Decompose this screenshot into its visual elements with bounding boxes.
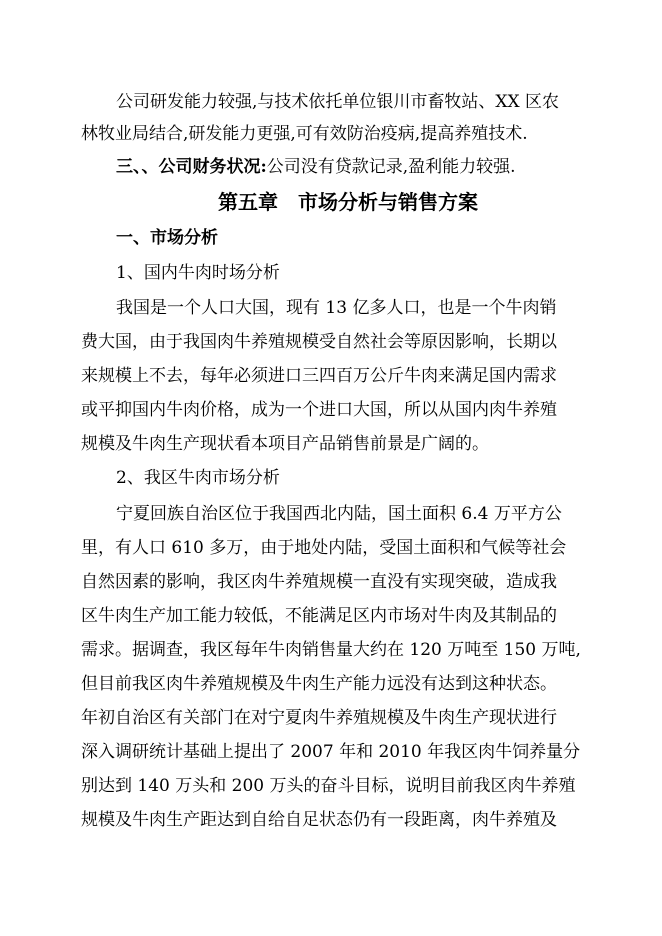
paragraph-line: 年初自治区有关部门在对宁夏肉牛养殖规模及牛肉生产现状进行 (81, 708, 557, 728)
paragraph-line: 需求。据调查，我区每年牛肉销售量大约在 120 万吨至 150 万吨, (81, 640, 581, 660)
paragraph-line: 林牧业局结合,研发能力更强,可有效防治疫病,提高养殖技术. (81, 124, 528, 144)
chapter-title: 第五章 市场分析与销售方案 (218, 190, 478, 214)
paragraph-line: 费大国，由于我国肉牛养殖规模受自然社会等原因影响，长期以 (81, 332, 557, 352)
paragraph-line: 公司研发能力较强,与技术依托单位银川市畜牧站、XX 区农 (116, 92, 560, 112)
paragraph-line: 我国是一个人口大国，现有 13 亿多人口，也是一个牛肉销 (116, 298, 557, 318)
paragraph-line: 里，有人口 610 多万，由于地处内陆，受国土面积和气候等社会 (81, 538, 567, 558)
paragraph-line: 规模及牛肉生产距达到自给自足状态仍有一段距离，肉牛养殖及 (81, 810, 557, 830)
paragraph-line: 但目前我区肉牛养殖规模及牛肉生产能力远没有达到这种状态。 (81, 674, 557, 694)
subsection-heading: 1、国内牛肉时场分析 (116, 263, 280, 283)
paragraph-line: 宁夏回族自治区位于我国西北内陆，国土面积 6.4 万平方公 (116, 504, 562, 524)
paragraph-line: 规模及牛肉生产现状看本项目产品销售前景是广阔的。 (81, 434, 489, 454)
paragraph-line: 自然因素的影响，我区肉牛养殖规模一直没有实现突破，造成我 (81, 572, 557, 592)
paragraph-line: 深入调研统计基础上提出了 2007 年和 2010 年我区肉牛饲养量分 (81, 742, 581, 762)
paragraph-line: 或平抑国内牛肉价格，成为一个进口大国，所以从国内肉牛养殖 (81, 400, 557, 420)
finance-text: 公司没有贷款记录,盈利能力较强. (266, 157, 516, 177)
paragraph-line: 区牛肉生产加工能力较低，不能满足区内市场对牛肉及其制品的 (81, 606, 557, 626)
finance-line (116, 155, 516, 181)
finance-heading: 三、、公司财务状况: (116, 157, 267, 177)
subsection-heading: 2、我区牛肉市场分析 (116, 468, 280, 488)
paragraph-line: 别达到 140 万头和 200 万头的奋斗目标，说明目前我区肉牛养殖 (81, 776, 576, 796)
section-heading: 一、市场分析 (116, 228, 218, 248)
paragraph-line: 来规模上不去，每年必须进口三四百万公斤牛肉来满足国内需求 (81, 366, 557, 386)
